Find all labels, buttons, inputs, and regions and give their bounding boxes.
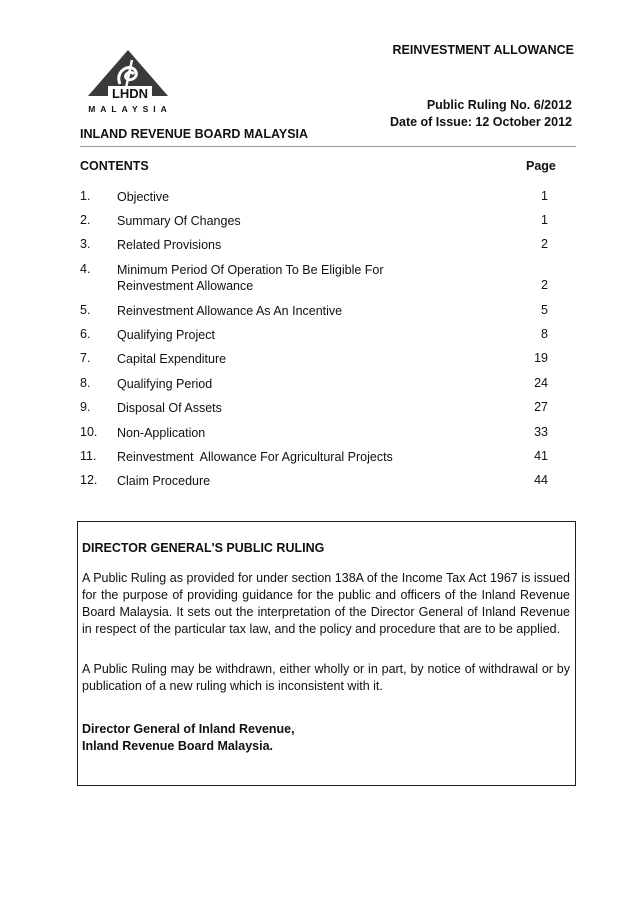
toc-number: 1. — [80, 189, 91, 203]
toc-number: 4. — [80, 262, 91, 276]
toc-title: Related Provisions — [117, 238, 222, 252]
toc-title: Reinvestment Allowance For Agricultural Projects — [117, 450, 393, 464]
logo-subtext: MALAYSIA — [88, 104, 172, 114]
signatory-line-1: Director General of Inland Revenue, — [82, 722, 295, 736]
toc-page: 41 — [534, 449, 548, 463]
ruling-paragraph-1: A Public Ruling as provided for under section 138A of the Income Tax Act 1967 is issued for the purpose of providing guidance for the public and officers of the Inland Revenue Board Malaysia. It sets out the interpretation of the Director General of Inland Revenue in respect of the particular tax law, and the policy and procedure that are to be applied. — [82, 571, 570, 636]
toc-page: 5 — [541, 303, 548, 317]
logo-text: LHDN — [111, 86, 149, 101]
toc-number: 9. — [80, 400, 91, 414]
signatory — [82, 721, 295, 755]
toc-number: 5. — [80, 303, 91, 317]
toc-page: 27 — [534, 400, 548, 414]
toc-title: Disposal Of Assets — [117, 401, 222, 415]
toc-title: Objective — [117, 190, 170, 204]
toc-number: 3. — [80, 237, 91, 251]
toc-number: 7. — [80, 351, 91, 365]
toc-title: Minimum Period Of Operation To Be Eligible For Reinvestment Allowance — [117, 263, 384, 293]
toc-number: 10. — [80, 425, 98, 439]
ruling-number: Public Ruling No. 6/2012 — [426, 98, 572, 112]
toc-row — [80, 262, 548, 294]
toc-number: 8. — [80, 376, 91, 390]
toc-number: 12. — [80, 473, 98, 487]
toc-page: 1 — [541, 189, 548, 203]
ruling-paragraph-2: A Public Ruling may be withdrawn, either wholly or in part, by notice of withdrawal or by publication of a new ruling which is inconsistent with it. — [82, 662, 570, 693]
toc-title: Qualifying Project — [117, 328, 215, 342]
toc-page: 24 — [534, 376, 548, 390]
toc-page: 2 — [541, 237, 548, 251]
toc-number: 6. — [80, 327, 91, 341]
toc-title: Reinvestment Allowance As An Incentive — [117, 304, 343, 318]
contents-heading: CONTENTS — [80, 159, 149, 173]
ruling-info — [390, 97, 572, 131]
toc-page: 44 — [534, 473, 548, 487]
toc-page: 2 — [541, 278, 548, 292]
issue-date: Date of Issue: 12 October 2012 — [389, 115, 572, 129]
toc-page: 19 — [534, 351, 548, 365]
toc-title: Claim Procedure — [117, 474, 211, 488]
page-heading: Page — [526, 159, 556, 173]
toc-page: 33 — [534, 425, 548, 439]
document-title: REINVESTMENT ALLOWANCE — [392, 43, 574, 57]
toc-title: Non-Application — [117, 426, 206, 440]
header-divider — [80, 146, 576, 147]
organization-name: INLAND REVENUE BOARD MALAYSIA — [80, 127, 309, 141]
toc-page: 1 — [541, 213, 548, 227]
ruling-box-heading: DIRECTOR GENERAL'S PUBLIC RULING — [82, 541, 325, 555]
toc-page: 8 — [541, 327, 548, 341]
toc-title: Summary Of Changes — [117, 214, 241, 228]
toc-title: Capital Expenditure — [117, 352, 227, 366]
signatory-line-2: Inland Revenue Board Malaysia. — [82, 739, 274, 753]
lhdn-logo — [80, 48, 180, 116]
toc-number: 11. — [80, 449, 97, 463]
toc-title: Qualifying Period — [117, 377, 213, 391]
toc-number: 2. — [80, 213, 91, 227]
